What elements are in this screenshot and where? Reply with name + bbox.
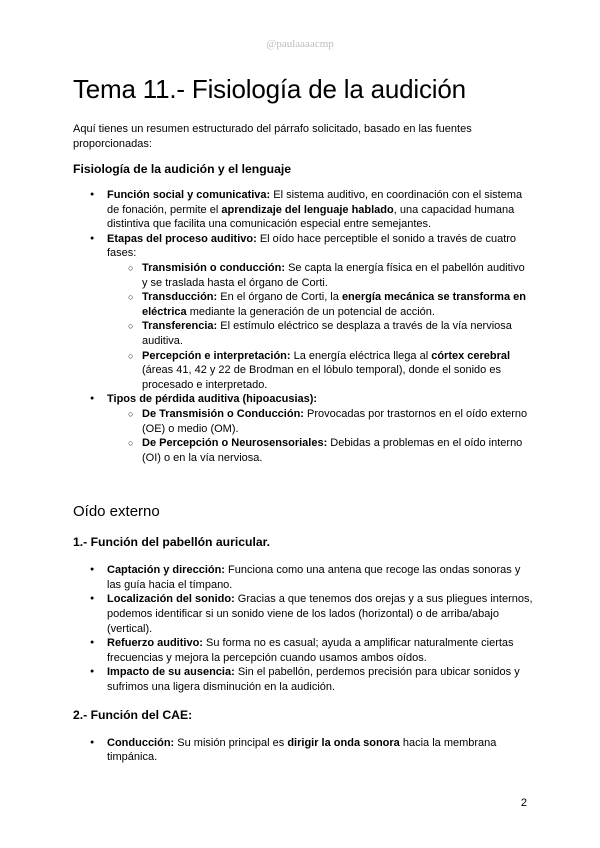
hipoacusias-sublist (107, 407, 533, 465)
sub-list-item: ○ Transferencia: El estímulo eléctrico se desplaza a través de la vía nerviosa auditiva. (107, 319, 533, 348)
list-item: ● Localización del sonido: Gracias a que tenemos dos orejas y a sus pliegues internos, podemos identificar si un sonido viene de los lados (horizontal) o de arriba/abajo (vertical). (73, 592, 533, 636)
subsection-heading-cae: 2.- Función del CAE: (73, 707, 193, 722)
sub-list-item: ○ De Percepción o Neurosensoriales: Debidas a problemas en el oído interno (OI) o en la vía nerviosa. (107, 436, 533, 465)
sub-list-item: ○ Percepción e interpretación: La energía eléctrica llega al córtex cerebral (áreas 41, 42 y 22 de Brodman en el lóbulo temporal), donde el sonido es procesado e interpretado. (107, 349, 533, 393)
watermark: @paulaaaacmp (266, 38, 334, 50)
list-item: ● Tipos de pérdida auditiva (hipoacusias): ○ De Transmisión o Conducción: Provocadas por trastornos en el oído externo (OE) o medio (OM). ○ De Percepción o Neurosensoriales: Debidas a problemas en el oído interno (OI) o en la vía nerviosa. (73, 392, 533, 465)
list-item: ● Refuerzo auditivo: Su forma no es casual; ayuda a amplificar naturalmente ciertas frecuencias y mejora la percepción cuando usamos ambos oídos. (73, 636, 533, 665)
section-heading-fisiologia: Fisiología de la audición y el lenguaje (73, 162, 292, 176)
intro-paragraph: Aquí tienes un resumen estructurado del párrafo solicitado, basado en las fuentes proporcionadas: (73, 123, 472, 150)
fisiologia-list (73, 188, 533, 465)
subsection-heading-pabellon: 1.- Función del pabellón auricular. (73, 535, 271, 550)
list-item: ● Impacto de su ausencia: Sin el pabellón, perdemos precisión para ubicar sonidos y sufrimos una ligera disminución en la audición. (73, 665, 533, 694)
list-item: ● Conducción: Su misión principal es dirigir la onda sonora hacia la membrana timpánica. (73, 736, 533, 765)
cae-list (73, 736, 533, 765)
pabellon-list (73, 563, 533, 694)
list-item: ● Función social y comunicativa: El sistema auditivo, en coordinación con el sistema de fonación, permite el aprendizaje del lenguaje hablado, una capacidad humana distintiva que facilita una comunicación especial entre semejantes. (73, 188, 533, 232)
list-item: ● Captación y dirección: Funciona como una antena que recoge las ondas sonoras y las guía hacia el tímpano. (73, 563, 533, 592)
sub-list-item: ○ De Transmisión o Conducción: Provocadas por trastornos en el oído externo (OE) o medio (OM). (107, 407, 533, 436)
section-heading-oido-externo: Oído externo (73, 503, 160, 521)
etapas-sublist (107, 261, 533, 392)
page-number: 2 (520, 797, 527, 809)
list-item: ● Etapas del proceso auditivo: El oído hace perceptible el sonido a través de cuatro fases: ○ Transmisión o conducción: Se capta la energía física en el pabellón auditivo y se traslada hasta el órgano de Corti. ○ Transducción: En el órgano de Corti, la energía mecánica se transforma en eléctrica mediante la generación de un potencial de acción. ○ Transferencia: El estímulo eléctrico se desplaza a través de la vía nerviosa auditiva. ○ Percepción e interpretación: La energía eléctrica llega al córtex cerebral (áreas 41, 42 y 22 de Brodman en el lóbulo temporal), donde el sonido es procesado e interpretado. (73, 232, 533, 393)
document-page (73, 74, 533, 765)
sub-list-item: ○ Transmisión o conducción: Se capta la energía física en el pabellón auditivo y se traslada hasta el órgano de Corti. (107, 261, 533, 290)
sub-list-item: ○ Transducción: En el órgano de Corti, la energía mecánica se transforma en eléctrica mediante la generación de un potencial de acción. (107, 290, 533, 319)
page-title: Tema 11.- Fisiología de la audición (73, 74, 466, 104)
